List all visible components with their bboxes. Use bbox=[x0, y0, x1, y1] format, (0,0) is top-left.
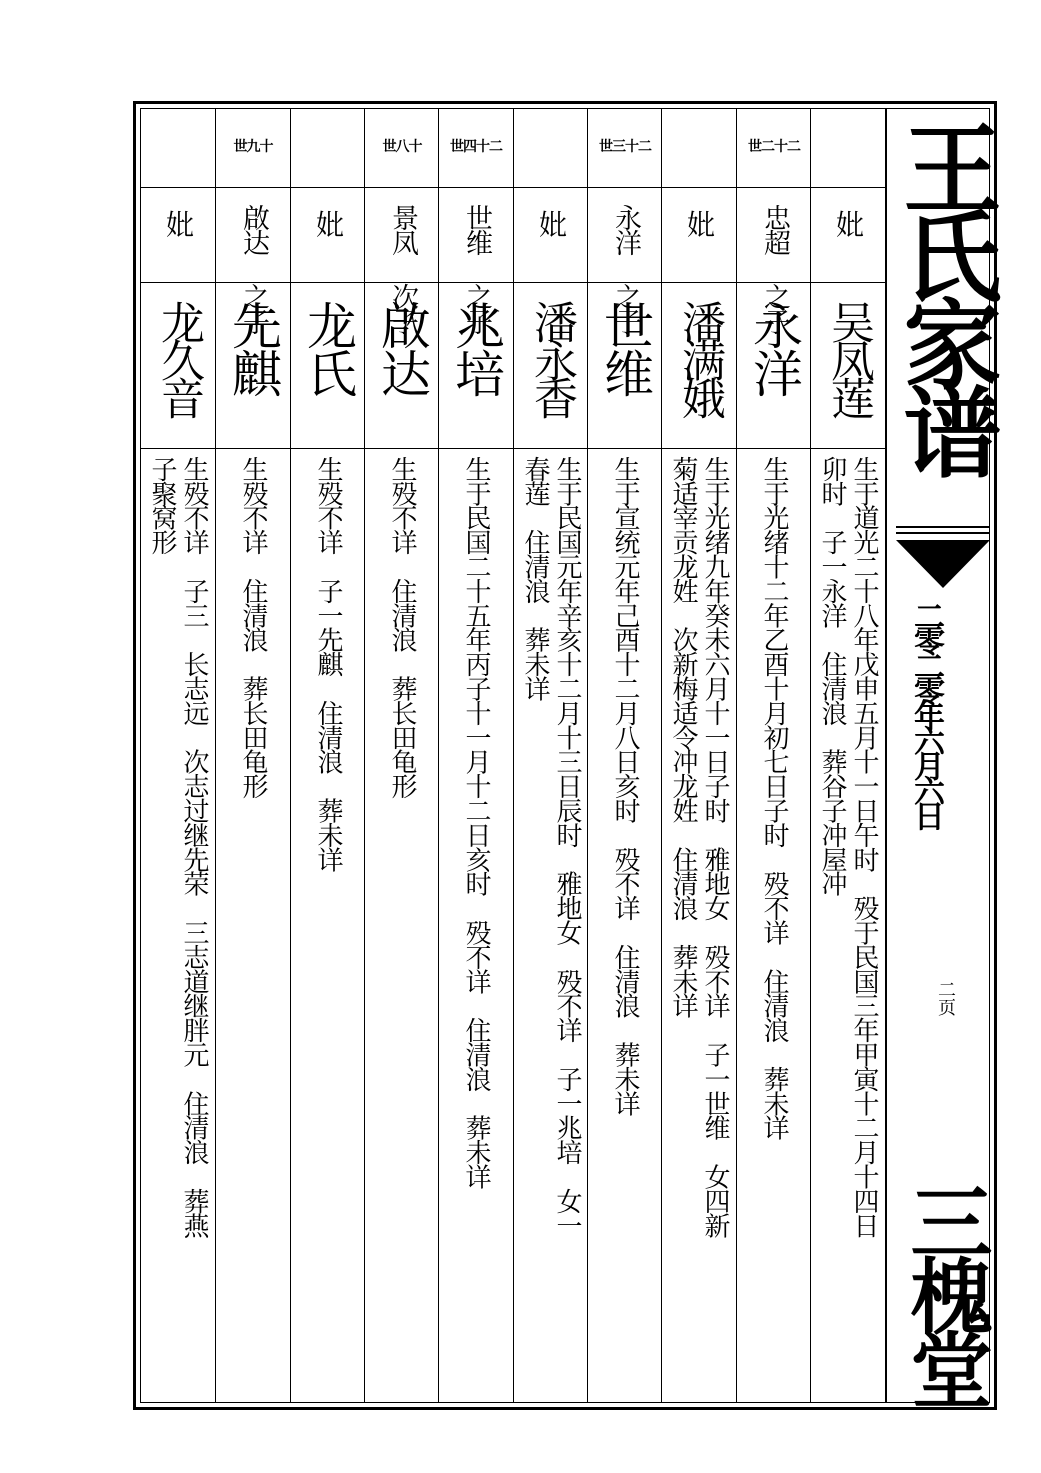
relation-cell bbox=[141, 204, 215, 264]
name-cell bbox=[514, 300, 588, 414]
generation-label: 世九十 bbox=[233, 139, 273, 155]
page-number bbox=[930, 980, 960, 1016]
relation-cell bbox=[216, 204, 290, 333]
detail-cell bbox=[291, 456, 365, 1386]
relation-cell bbox=[737, 204, 811, 333]
relation-cell bbox=[291, 204, 365, 264]
name-cell bbox=[662, 300, 736, 414]
relation-text: 世维 之子 bbox=[461, 204, 492, 333]
relation-cell bbox=[439, 204, 513, 333]
relation-text: 妣 bbox=[162, 210, 195, 236]
detail-cell bbox=[141, 456, 215, 1386]
chevron-ornament bbox=[896, 540, 990, 588]
row-divider bbox=[140, 448, 886, 449]
detail-cell bbox=[588, 456, 662, 1386]
detail-cell bbox=[216, 456, 290, 1386]
generation-label: 世三十二 bbox=[599, 139, 651, 155]
hall-name-text: 三槐堂 bbox=[897, 1180, 993, 1402]
title-rule bbox=[896, 526, 990, 528]
person-detail: 生于光绪九年癸未六月十一日子时 雅地女 殁不详 子一世维 女四新 菊适宰贡龙姓 次新梅适令冲龙姓 住清浪 葬未详 bbox=[668, 456, 730, 1237]
person-name: 潘满娥 bbox=[674, 300, 725, 414]
person-name: 世维 bbox=[596, 300, 654, 396]
detail-cell bbox=[662, 456, 736, 1386]
page-number-text: 二页 bbox=[935, 980, 956, 1016]
name-cell bbox=[811, 300, 885, 414]
relation-text: 永洋 之子 bbox=[610, 204, 641, 333]
relation-text: 妣 bbox=[535, 210, 568, 236]
detail-cell bbox=[811, 456, 885, 1386]
row-divider bbox=[140, 187, 886, 188]
person-name: 啟达 bbox=[373, 300, 431, 396]
detail-cell bbox=[439, 456, 513, 1386]
person-detail: 生殁不详 住清浪 葬长田龟形 bbox=[238, 456, 268, 798]
person-name: 永洋 bbox=[745, 300, 803, 396]
relation-text: 妣 bbox=[312, 210, 345, 236]
generation-label: 世八十 bbox=[382, 139, 422, 155]
name-cell bbox=[439, 300, 513, 396]
name-cell bbox=[141, 300, 215, 414]
name-cell bbox=[588, 300, 662, 396]
detail-cell bbox=[514, 456, 588, 1386]
person-detail: 生殁不详 子三 长志远 次志过继先荣 三志道继胖元 住清浪 葬燕 子聚窝形 bbox=[147, 456, 209, 1237]
relation-text: 妣 bbox=[832, 210, 865, 236]
name-cell bbox=[216, 300, 290, 396]
person-detail: 生于民国元年辛亥十二月十三日辰时 雅地女 殁不详 子一兆培 女一 春莲 住清浪 葬未详 bbox=[520, 456, 582, 1237]
detail-cell bbox=[365, 456, 439, 1386]
person-detail: 生殁不详 住清浪 葬长田龟形 bbox=[387, 456, 417, 798]
person-detail: 生于宣统元年己酉十二月八日亥时 殁不详 住清浪 葬未详 bbox=[610, 456, 640, 1115]
person-detail: 生于道光二十八年戊申五月十一日午时 殁于民国三年甲寅十二月十四日 卯时 子一永洋 住清浪 葬谷子冲屋冲 bbox=[817, 456, 879, 1237]
relation-cell bbox=[588, 204, 662, 333]
person-name: 龙氏 bbox=[299, 300, 357, 396]
name-cell bbox=[737, 300, 811, 396]
name-cell bbox=[291, 300, 365, 396]
relation-cell bbox=[662, 204, 736, 264]
person-name: 吴凤莲 bbox=[823, 300, 874, 414]
generation-label: 世四十二 bbox=[450, 139, 502, 155]
relation-text: 啟达 之子 bbox=[238, 204, 269, 333]
detail-cell bbox=[737, 456, 811, 1386]
title-rule bbox=[896, 532, 990, 534]
relation-text: 妣 bbox=[683, 210, 716, 236]
person-detail: 生于民国二十五年丙子十一月十二日亥时 殁不详 住清浪 葬未详 bbox=[461, 456, 491, 1189]
hall-name bbox=[897, 1180, 993, 1402]
relation-text: 景凤 次子 bbox=[387, 204, 418, 333]
person-name: 先麒 bbox=[224, 300, 282, 396]
genealogy-title bbox=[887, 118, 1002, 474]
date-text: 二零二零年六月六日 bbox=[908, 600, 944, 825]
relation-cell bbox=[514, 204, 588, 264]
person-detail: 生于光绪十二年乙酉十月初七日子时 殁不详 住清浪 葬未详 bbox=[759, 456, 789, 1140]
relation-cell bbox=[365, 204, 439, 333]
relation-cell bbox=[811, 204, 885, 264]
person-name: 龙久音 bbox=[153, 300, 204, 414]
person-name: 兆培 bbox=[447, 300, 505, 396]
person-name: 潘永香 bbox=[526, 300, 577, 414]
person-detail: 生殁不详 子一先麒 住清浪 葬未详 bbox=[313, 456, 343, 871]
generation-label: 世二十二 bbox=[748, 139, 800, 155]
date-block bbox=[906, 600, 946, 825]
name-cell bbox=[365, 300, 439, 396]
relation-text: 忠超 之子 bbox=[759, 204, 790, 333]
title-text: 王氏家谱 bbox=[887, 118, 1002, 470]
